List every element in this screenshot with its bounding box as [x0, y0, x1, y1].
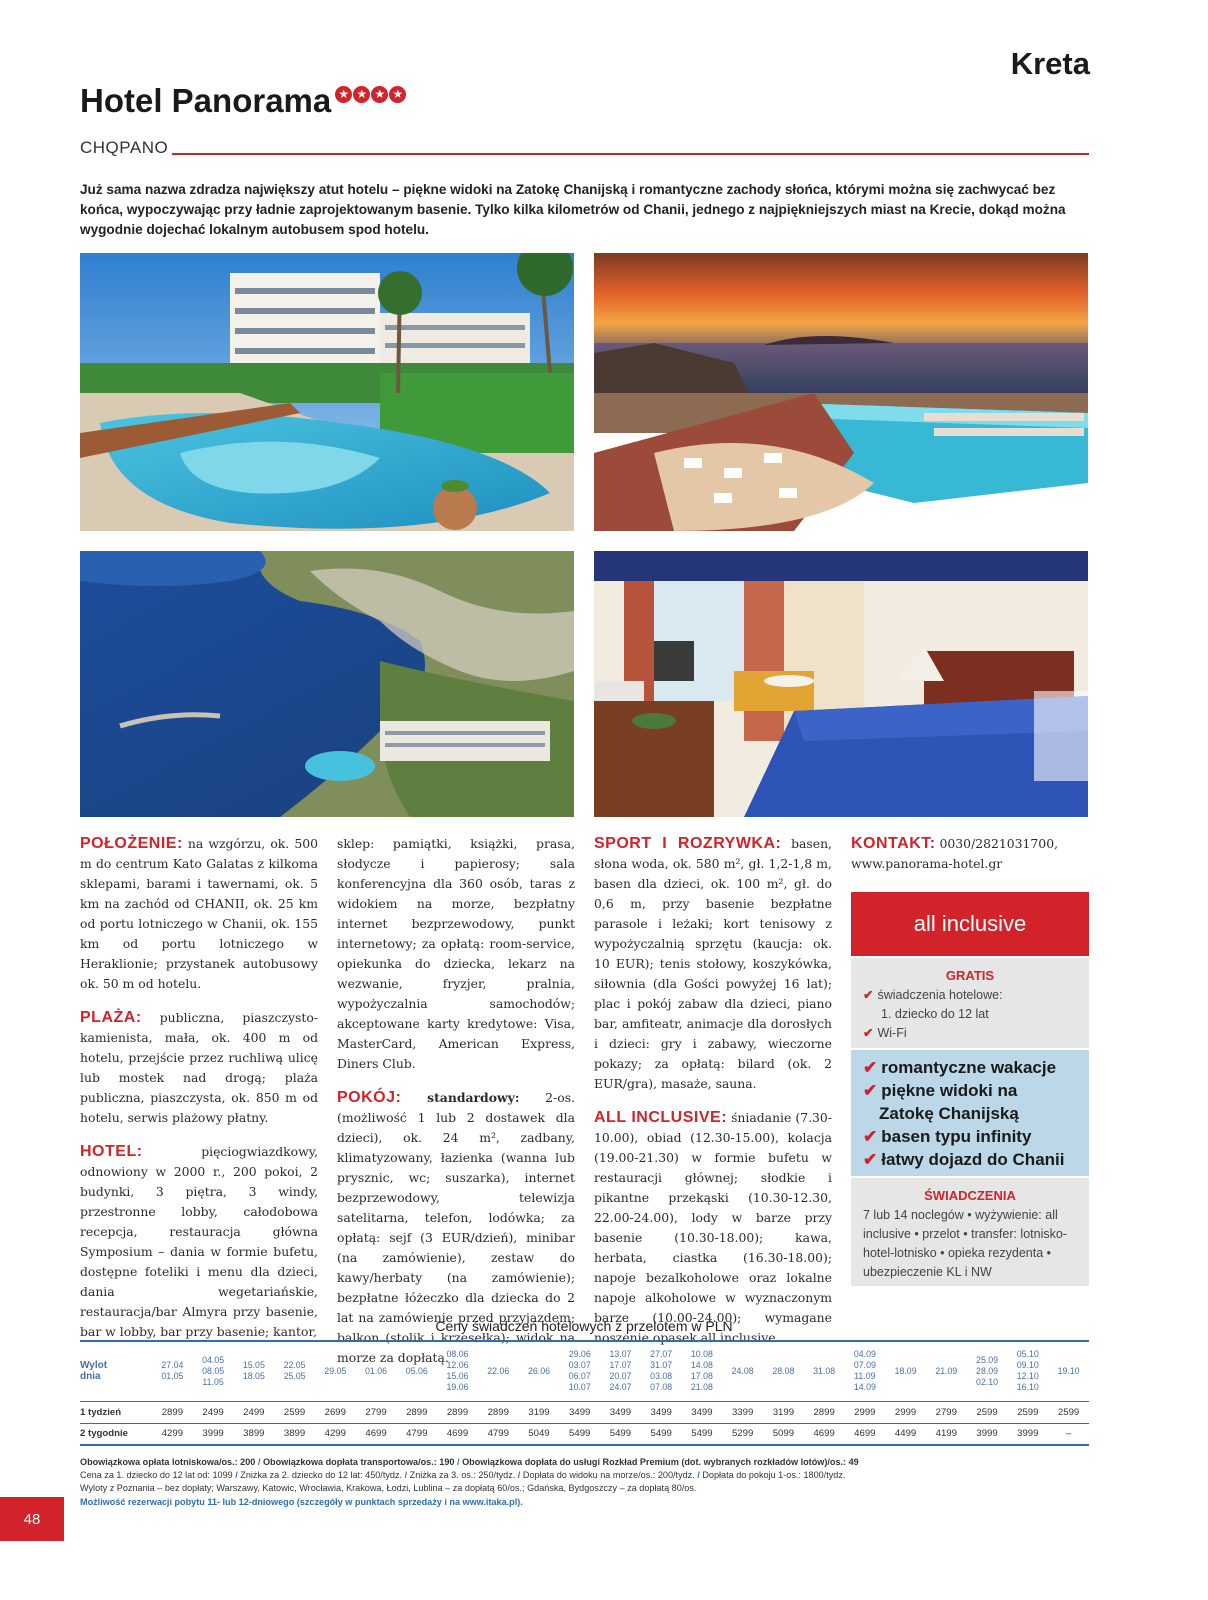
price-1-week-label: 1 tydzień [80, 1401, 152, 1423]
departure-date-cell: 18.09 [894, 1365, 917, 1376]
check-icon: ✔ [863, 1150, 878, 1169]
region-label: Kreta [1010, 46, 1090, 81]
services-heading: ŚWIADCZENIA [924, 1188, 1016, 1203]
departure-date-cell: 22.06 [487, 1365, 510, 1376]
departure-date-cell: 13.07 17.07 20.07 24.07 [609, 1349, 632, 1393]
footnote-departures: Wyloty z Poznania – bez dopłaty; Warszawy, Katowic, Wrocławia, Krakowa, Łodzi, Lublina – za dopłatą 60/os.; Gdańska, Bydgoszczy – za dopłatą 80/os. [80, 1483, 697, 1494]
price-2-weeks-cell: 4499 [885, 1423, 926, 1445]
footnote-item: Obowiązkowa opłata lotniskowa/os.: 200 [80, 1457, 256, 1467]
gratis-subitem: 1. dziecko do 12 lat [881, 1007, 989, 1021]
departure-date-cell: 05.10 09.10 12.10 16.10 [1016, 1349, 1039, 1393]
hotel-heading: HOTEL: [80, 1143, 143, 1160]
gratis-heading: GRATIS [945, 968, 995, 983]
footnote-item: Dopłata do widoku na morze/os.: 200/tydz. [522, 1470, 695, 1481]
all-inclusive-heading: ALL INCLUSIVE: [594, 1109, 728, 1126]
price-1-week-cell: 3499 [641, 1401, 682, 1423]
hotel-title [80, 82, 406, 120]
aerial-coast-photo [80, 551, 574, 817]
price-2-weeks-cell: 4299 [152, 1423, 193, 1445]
location-heading: POŁOŻENIE: [80, 835, 183, 852]
star-icon: ★ [335, 86, 352, 103]
price-1-week-cell: 2599 [1007, 1401, 1048, 1423]
price-2-weeks-cell: 5499 [559, 1423, 600, 1445]
price-1-week-cell: 2799 [926, 1401, 967, 1423]
price-1-week-cell: 2899 [804, 1401, 845, 1423]
departure-date-cell: 10.08 14.08 17.08 21.08 [690, 1349, 713, 1393]
gratis-box [851, 958, 1089, 1048]
price-1-week-cell: 2899 [437, 1401, 478, 1423]
price-2-weeks-cell: 5499 [600, 1423, 641, 1445]
price-1-week-cell: 2599 [967, 1401, 1008, 1423]
sport-section [594, 834, 832, 1094]
hotel-section [80, 1142, 318, 1342]
departure-date-cell: 08.06 12.06 15.06 19.06 [446, 1349, 469, 1393]
hotel-text: pięciogwiazdkowy, odnowiony w 2000 r., 200 pokoi, 2 budynki, 3 piętra, 3 windy, przestronne lobby, całodobowa recepcja, restauracja główna Symposium – dania w formie bufetu, dostępne foteliki i menu dla dzieci, dania wegetariańskie, restauracja/bar Almyra przy basenie, bar w lobby, bar przy basenie; kantor, [80, 1144, 318, 1339]
beach-section [80, 1008, 318, 1128]
services-text: 7 lub 14 noclegów • wyżywienie: all inclusive • przelot • transfer: lotnisko-hotel-lotnisko • opieka rezydenta • ubezpieczenie KL i NW [863, 1208, 1067, 1279]
star-icon: ★ [371, 86, 388, 103]
check-icon: ✔ [863, 988, 874, 1002]
highlights-box [851, 1050, 1089, 1176]
price-2-weeks-cell: 5049 [519, 1423, 560, 1445]
price-2-weeks-cell: 4699 [844, 1423, 885, 1445]
price-2-weeks-cell: 4699 [437, 1423, 478, 1445]
hotel-code: CHQPANO [80, 138, 169, 157]
sunset-pool-photo [594, 253, 1088, 531]
price-2-weeks-cell: 5099 [763, 1423, 804, 1445]
price-1-week-cell: 2499 [233, 1401, 274, 1423]
hotel-room-photo [594, 551, 1088, 817]
departure-date-cell: 15.05 18.05 [242, 1360, 265, 1382]
price-2-weeks-cell: 4699 [356, 1423, 397, 1445]
price-table-title: Ceny świadczeń hotelowych z przelotem w PLN [435, 1318, 733, 1334]
price-2-weeks-cell: 3999 [967, 1423, 1008, 1445]
price-2-weeks-cell: 3999 [193, 1423, 234, 1445]
price-1-week-cell: 2499 [193, 1401, 234, 1423]
contact-website[interactable]: www.panorama-hotel.gr [851, 856, 1003, 871]
intro-paragraph: Już sama nazwa zdradza największy atut hotelu – piękne widoki na Zatokę Chanijską i romantyczne zachody słońca, którymi można się zachwycać bez końca, wypoczywając przy ładnie zaprojektowanym basenie. Tylko kilka kilometrów od Chanii, jednego z najpiękniejszych miast na Krecie, dokąd można wygodnie dojechać lokalnym autobusem spod hotelu. [80, 182, 1066, 237]
price-2-weeks-cell: 5499 [641, 1423, 682, 1445]
departure-date-cell: 21.09 [935, 1365, 958, 1376]
hotel-section-continued: sklep: pamiątki, książki, prasa, słodycze i papierosy; sala konferencyjna dla 360 osób, taras z widokiem na morze, bezpłatny internet bezprzewodowy, punkt internetowy; za opłatą: room-service, opiekunka do dziecka, lekarz na wezwanie, fryzjer, pralnia, wypożyczalnia samochodów; akceptowane karty kredytowe: Visa, MasterCard, American Express, Diners Club. [337, 836, 575, 1071]
price-2-weeks-cell: 3899 [233, 1423, 274, 1445]
price-2-weeks-cell: 4799 [396, 1423, 437, 1445]
footnote-fees: Obowiązkowa opłata lotniskowa/os.: 200 / Obowiązkowa dopłata transportowa/os.: 190 / Obowiązkowa dopłata do usługi Rozkład Premium (dot. wybranych rozkładów lotów)/os.: 49 [80, 1457, 859, 1467]
check-icon: ✔ [863, 1026, 874, 1040]
footnote-item: Zniżka za 2. dziecko do 12 lat: 450/tydz. [240, 1470, 403, 1481]
footnote-booking: Możliwość rezerwacji pobytu 11- lub 12-dniowego (szczegóły w punktach sprzedaży i na www.itaka.pl). [80, 1496, 523, 1507]
hotel-name: Hotel Panorama [80, 82, 332, 119]
contact-phone: 0030/2821031700, [939, 836, 1059, 851]
price-2-weeks-cell: 4299 [315, 1423, 356, 1445]
text-column-1 [80, 834, 318, 1356]
sport-text: basen, słona woda, ok. 580 m², gł. 1,2-1,8 m, basen dla dzieci, ok. 100 m², gł. do 0,6 m, przy basenie bezpłatne parasole i leżaki; kort tenisowy z wypożyczalnią sprzętu (kaucja: ok. 10 EUR); tenis stołowy, koszykówka, siłownia (dla Gości powyżej 16 lat); plac i pokój zabaw dla dzieci, piano bar, amfiteatr, animacje dla dorosłych i dzieci: gry i zabawy, wieczorne pokazy; za opłatą: bilard (ok. 2 EUR/gra), masaże, sauna. [594, 836, 832, 1091]
location-text: na wzgórzu, ok. 500 m do centrum Kato Galatas z kilkoma sklepami, barami i tawernami, ok. 5 km na zachód od CHANII, ok. 25 km od portu lotniczego w Chanii, ok. 155 km od portu lotniczego w Heraklionie; przystanek autobusowy ok. 50 m od hotelu. [80, 836, 318, 991]
services-box [851, 1178, 1089, 1286]
price-2-weeks-cell: 5499 [682, 1423, 723, 1445]
departure-date-cell: 04.09 07.09 11.09 14.09 [853, 1349, 876, 1393]
departure-date-cell: 31.08 [813, 1365, 836, 1376]
departure-date-cell: 19.10 [1057, 1365, 1080, 1376]
star-rating [335, 86, 406, 103]
text-column-3 [594, 834, 832, 1362]
departure-date-cell: 27.07 31.07 03.08 07.08 [650, 1349, 673, 1393]
sport-heading: SPORT I ROZRYWKA: [594, 835, 782, 852]
price-2-weeks-row [80, 1423, 1089, 1445]
text-column-2 [337, 834, 575, 1382]
all-inclusive-text: śniadanie (7.30-10.00), obiad (12.30-15.00), kolacja (19.00-21.30) w formie bufetu w restauracji głównej; słodkie i pikantne przekąski (10.30-12.30, 22.00-24.00), lody w barze przy basenie (10.30-18.00); kawa, herbata, ciastka (16.30-18.00); napoje bezalkoholowe oraz lokalne napoje alkoholowe w wyznaczonym barze (10.00-24.00); wymagane noszenie opasek all inclusive. [594, 1110, 832, 1345]
price-1-week-cell: 2599 [274, 1401, 315, 1423]
price-1-week-cell: 2599 [1048, 1401, 1089, 1423]
title-divider [172, 153, 1089, 155]
footnote-item: Dopłata do pokoju 1-os.: 1800/tydz. [702, 1470, 846, 1481]
star-icon: ★ [389, 86, 406, 103]
price-1-week-cell: 3499 [682, 1401, 723, 1423]
price-1-week-cell: 3199 [519, 1401, 560, 1423]
star-icon: ★ [353, 86, 370, 103]
beach-heading: PLAŻA: [80, 1009, 142, 1026]
highlight-item-continued: Zatokę Chanijską [879, 1104, 1019, 1123]
departure-date-cell: 27.04 01.05 [161, 1360, 184, 1382]
check-icon: ✔ [863, 1058, 878, 1077]
price-2-weeks-label: 2 tygodnie [80, 1423, 152, 1445]
beach-text: publiczna, piaszczysto-kamienista, mała, ok. 400 m od hotelu, przejście przez ruchliwą ulicę lub mostek nad drogą; plaża publiczna, piaszczysta, ok. 850 m od hotelu, serwis plażowy płatny. [80, 1010, 318, 1125]
departure-date-cell: 29.06 03.07 06.07 10.07 [568, 1349, 591, 1393]
price-1-week-cell: 3399 [722, 1401, 763, 1423]
departure-date-cell: 05.06 [405, 1365, 428, 1376]
footnote-item: Zniżka za 3. os.: 250/tydz. [409, 1470, 516, 1481]
price-1-week-cell: 2999 [885, 1401, 926, 1423]
price-1-week-cell: 3199 [763, 1401, 804, 1423]
price-2-weeks-cell: 4199 [926, 1423, 967, 1445]
footnote-item: Cena za 1. dziecko do 12 lat od: 1099 [80, 1470, 233, 1481]
room-text: 2-os. (możliwość 1 lub 2 dostawek dla dzieci), ok. 24 m², zadbany, klimatyzowany, łazienka (wanna lub prysznic, wc; suszarka), internet bezprzewodowy, telewizja satelitarna, telefon, lodówka; za opłatą: sejf (3 EUR/dzień), minibar (na zamówienie), zestaw do kawy/herbaty (na zamówienie); bezpłatne łóżeczko dla dziecka do 2 lat na zamówienie przed przyjazdem; balkon (stolik i krzesełka); widok na morze za dopłatą. [337, 1090, 575, 1365]
departure-date-cell: 26.06 [527, 1365, 550, 1376]
departure-date-cell: 25.09 28.09 02.10 [976, 1354, 999, 1387]
all-inclusive-section [594, 1108, 832, 1348]
price-2-weeks-cell: 3899 [274, 1423, 315, 1445]
price-2-weeks-cell: 5299 [722, 1423, 763, 1445]
price-2-weeks-cell: 3999 [1007, 1423, 1048, 1445]
departure-date-cell: 04.05 08.05 11.05 [202, 1354, 225, 1387]
price-1-week-cell: 3499 [559, 1401, 600, 1423]
all-inclusive-banner: all inclusive [851, 892, 1089, 956]
price-table [80, 1340, 1089, 1446]
price-1-week-cell: 2899 [478, 1401, 519, 1423]
contact-heading: KONTAKT: [851, 835, 936, 852]
price-1-week-cell: 2799 [356, 1401, 397, 1423]
highlight-item: ✔ piękne widoki na [863, 1081, 1018, 1100]
departure-date-cell: 24.08 [731, 1365, 754, 1376]
departure-date-cell: 29.05 [324, 1365, 347, 1376]
room-heading: POKÓJ: [337, 1089, 402, 1106]
footnote-item: Obowiązkowa dopłata do usługi Rozkład Premium (dot. wybranych rozkładów lotów)/os.: 49 [462, 1457, 859, 1467]
check-icon: ✔ [863, 1127, 878, 1146]
highlight-item: ✔ basen typu infinity [863, 1127, 1032, 1146]
gratis-item: ✔ świadczenia hotelowe: [863, 988, 1003, 1002]
check-icon: ✔ [863, 1081, 878, 1100]
departure-date-cell: 22.05 25.05 [283, 1360, 306, 1382]
location-section [80, 834, 318, 994]
departure-date-label: Wylot dnia [80, 1360, 108, 1383]
hotel-pool-photo [80, 253, 574, 531]
page-number: 48 [0, 1497, 64, 1541]
footnote-discounts: Cena za 1. dziecko do 12 lat od: 1099 / Zniżka za 2. dziecko do 12 lat: 450/tydz. / Zniżka za 3. os.: 250/tydz. / Dopłata do widoku na morze/os.: 200/tydz. / Dopłata do pokoju 1-os.: 1800/tydz. [80, 1470, 846, 1481]
departure-date-row [80, 1341, 1089, 1401]
footnotes [80, 1456, 1090, 1509]
price-1-week-cell: 2899 [396, 1401, 437, 1423]
price-1-week-cell: 2999 [844, 1401, 885, 1423]
room-subheading: standardowy: [427, 1090, 520, 1105]
price-2-weeks-cell: 4799 [478, 1423, 519, 1445]
price-2-weeks-cell: 4699 [804, 1423, 845, 1445]
footnote-item: Obowiązkowa dopłata transportowa/os.: 190 [262, 1457, 455, 1467]
departure-date-cell: 28.08 [772, 1365, 795, 1376]
price-1-week-cell: 3499 [600, 1401, 641, 1423]
departure-date-cell: 01.06 [365, 1365, 388, 1376]
contact-block [851, 834, 1091, 874]
gratis-item: ✔ Wi-Fi [863, 1026, 907, 1040]
highlight-item: ✔ łatwy dojazd do Chanii [863, 1150, 1065, 1169]
price-1-week-cell: 2699 [315, 1401, 356, 1423]
price-2-weeks-cell: – [1048, 1423, 1089, 1445]
price-1-week-row [80, 1401, 1089, 1423]
highlight-item: ✔ romantyczne wakacje [863, 1058, 1057, 1077]
price-1-week-cell: 2899 [152, 1401, 193, 1423]
